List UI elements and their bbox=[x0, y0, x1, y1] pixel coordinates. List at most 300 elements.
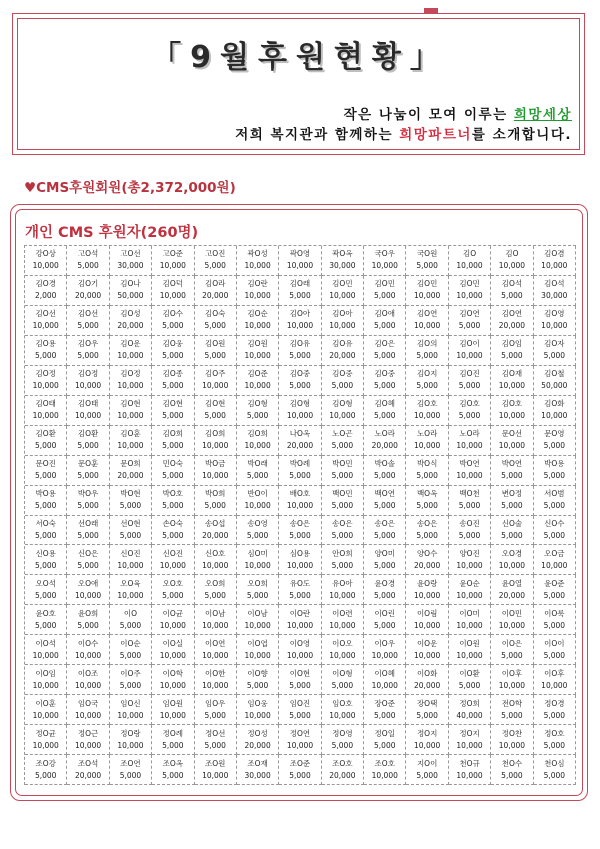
donor-name: 문O훈 bbox=[77, 459, 99, 469]
donor-cell bbox=[364, 396, 406, 426]
donor-cell bbox=[364, 635, 406, 665]
donor-cell bbox=[364, 665, 406, 695]
donor-amount: 10,000 bbox=[456, 560, 483, 570]
donor-name: 윤O랑 bbox=[416, 578, 438, 588]
donor-amount: 5,000 bbox=[374, 590, 396, 600]
donor-cell bbox=[449, 516, 491, 546]
donor-amount: 10,000 bbox=[329, 321, 356, 331]
donor-name: 이O학 bbox=[162, 668, 184, 678]
donor-amount: 20,000 bbox=[74, 770, 102, 780]
donor-cell bbox=[67, 635, 109, 665]
donor-cell bbox=[491, 276, 533, 306]
donor-amount: 20,000 bbox=[414, 560, 441, 570]
cms-heading-text: CMS후원회원(총2,372,000원) bbox=[36, 180, 236, 196]
donor-amount: 10,000 bbox=[498, 680, 526, 690]
donor-cell bbox=[534, 456, 576, 486]
donor-amount: 10,000 bbox=[74, 650, 102, 660]
donor-cell bbox=[491, 575, 533, 605]
donor-cell bbox=[322, 306, 364, 336]
donor-amount: 5,000 bbox=[34, 620, 57, 630]
donor-name: 김O bbox=[505, 249, 519, 259]
donor-amount: 10,000 bbox=[371, 261, 398, 271]
donor-amount: 5,000 bbox=[289, 590, 311, 600]
donor-name: 이O한 bbox=[205, 668, 226, 678]
donor-name: 조O강 bbox=[35, 758, 56, 768]
donor-cell bbox=[534, 725, 576, 755]
donor-amount: 10,000 bbox=[498, 411, 526, 421]
donor-cell bbox=[67, 605, 109, 635]
donor-amount: 10,000 bbox=[329, 620, 356, 630]
intro-line-1 bbox=[344, 103, 572, 123]
donor-amount: 5,000 bbox=[204, 351, 226, 361]
donor-amount: 40,000 bbox=[456, 710, 483, 720]
donor-name: 장O준 bbox=[374, 698, 395, 708]
donor-cell bbox=[364, 516, 406, 546]
donor-name: 조O석 bbox=[77, 758, 99, 768]
donor-cell bbox=[25, 456, 67, 486]
donor-cell bbox=[25, 755, 67, 785]
donor-amount: 20,000 bbox=[244, 740, 271, 750]
donor-amount: 5,000 bbox=[289, 471, 311, 481]
donor-name: 오O육 bbox=[120, 578, 141, 588]
donor-cell bbox=[279, 396, 321, 426]
donor-name: 김O재 bbox=[501, 369, 523, 379]
donor-amount: 5,000 bbox=[374, 501, 396, 511]
donor-name: 김O은 bbox=[374, 339, 395, 349]
donor-cell bbox=[110, 456, 152, 486]
donor-name: 이O석 bbox=[35, 638, 56, 648]
donor-amount: 5,000 bbox=[543, 710, 566, 720]
donor-cell bbox=[152, 426, 194, 456]
donor-amount: 10,000 bbox=[414, 321, 441, 331]
intro-line-1-text: 작은 나눔이 모여 이루는 bbox=[343, 107, 514, 123]
donor-name: 김O형 bbox=[247, 399, 268, 409]
donor-cell bbox=[449, 276, 491, 306]
donor-cell bbox=[406, 276, 448, 306]
donor-cell bbox=[322, 246, 364, 276]
donor-amount: 5,000 bbox=[119, 770, 142, 780]
donor-cell bbox=[25, 695, 67, 725]
donor-cell bbox=[491, 306, 533, 336]
donor-name: 문O진 bbox=[35, 459, 56, 469]
donor-name: 이O남 bbox=[247, 608, 268, 618]
donor-name: 이O bbox=[123, 608, 138, 618]
donor-name: 김O형 bbox=[332, 399, 353, 409]
donor-name: 정O지 bbox=[416, 728, 438, 738]
donor-name: 김O기 bbox=[77, 279, 99, 289]
donor-cell bbox=[534, 366, 576, 396]
donor-cell bbox=[534, 306, 576, 336]
donor-cell bbox=[406, 635, 448, 665]
donor-cell bbox=[152, 725, 194, 755]
donor-cell bbox=[406, 486, 448, 516]
donor-amount: 5,000 bbox=[458, 321, 481, 331]
donor-amount: 20,000 bbox=[74, 291, 102, 301]
donor-name: 김O중 bbox=[374, 369, 395, 379]
donor-amount: 10,000 bbox=[32, 411, 59, 421]
donor-amount: 10,000 bbox=[244, 351, 271, 361]
donor-cell bbox=[491, 635, 533, 665]
donor-name: 이O후 bbox=[544, 668, 565, 678]
donor-cell bbox=[449, 456, 491, 486]
donor-name: 이O형 bbox=[332, 668, 353, 678]
donor-name: 송O은 bbox=[374, 518, 395, 528]
donor-cell bbox=[449, 665, 491, 695]
donor-amount: 5,000 bbox=[501, 770, 523, 780]
donor-cell bbox=[152, 336, 194, 366]
donor-amount: 5,000 bbox=[501, 351, 523, 361]
donor-name: 전O학 bbox=[501, 698, 523, 708]
donor-name: 박O솔 bbox=[374, 459, 395, 469]
donor-cell bbox=[195, 306, 237, 336]
donor-name: 박O연 bbox=[459, 459, 480, 469]
donor-amount: 10,000 bbox=[286, 560, 314, 570]
donor-amount: 10,000 bbox=[414, 740, 441, 750]
donor-amount: 10,000 bbox=[117, 351, 144, 361]
donor-name: 임O진 bbox=[289, 698, 311, 708]
donor-name: 임O호 bbox=[332, 698, 353, 708]
donor-name: 손O숙 bbox=[162, 518, 184, 528]
donor-name: 심O용 bbox=[289, 548, 311, 558]
donor-name: 김O종 bbox=[162, 369, 184, 379]
donor-amount: 5,000 bbox=[289, 381, 311, 391]
donor-amount: 5,000 bbox=[34, 530, 57, 540]
donor-cell bbox=[195, 695, 237, 725]
heart-icon: ♥ bbox=[24, 180, 37, 196]
donor-cell bbox=[195, 545, 237, 575]
donor-cell bbox=[406, 545, 448, 575]
donor-amount: 5,000 bbox=[416, 710, 438, 720]
donor-amount: 5,000 bbox=[458, 381, 481, 391]
donor-amount: 30,000 bbox=[329, 261, 356, 271]
donor-cell bbox=[406, 516, 448, 546]
donor-amount: 5,000 bbox=[289, 530, 311, 540]
donor-name: 이O영 bbox=[289, 638, 311, 648]
donor-name: 강O상 bbox=[35, 249, 56, 259]
donor-cell bbox=[491, 426, 533, 456]
donor-amount: 5,000 bbox=[77, 530, 99, 540]
donor-name: 이O임 bbox=[35, 668, 56, 678]
donor-cell bbox=[152, 605, 194, 635]
donor-name: 오O애 bbox=[77, 578, 99, 588]
donor-name: 문O희 bbox=[120, 459, 141, 469]
donor-name: 김O순 bbox=[247, 309, 268, 319]
donor-cell bbox=[322, 426, 364, 456]
donor-amount: 10,000 bbox=[74, 381, 102, 391]
donor-amount: 10,000 bbox=[117, 411, 144, 421]
donor-name: 박O희 bbox=[205, 489, 226, 499]
donor-amount: 10,000 bbox=[117, 381, 144, 391]
donor-cell bbox=[406, 456, 448, 486]
donor-cell bbox=[491, 366, 533, 396]
donor-cell bbox=[449, 635, 491, 665]
donor-amount: 5,000 bbox=[204, 590, 226, 600]
donor-name: 김O용 bbox=[35, 339, 56, 349]
donor-amount: 5,000 bbox=[331, 740, 354, 750]
donor-section-title: 개인 CMS 후원자(260명) bbox=[25, 225, 199, 241]
donor-cell bbox=[237, 725, 279, 755]
donor-cell bbox=[110, 575, 152, 605]
donor-name: 오O석 bbox=[35, 578, 56, 588]
donor-name: 김O경 bbox=[35, 279, 56, 289]
donor-amount: 10,000 bbox=[32, 680, 59, 690]
donor-cell bbox=[491, 755, 533, 785]
donor-amount: 5,000 bbox=[543, 740, 566, 750]
donor-cell bbox=[110, 426, 152, 456]
donor-cell bbox=[406, 426, 448, 456]
donor-cell bbox=[491, 456, 533, 486]
donor-cell bbox=[449, 426, 491, 456]
donor-name: 정O연 bbox=[289, 728, 311, 738]
donor-name: 조O연 bbox=[120, 758, 141, 768]
donor-amount: 10,000 bbox=[202, 441, 229, 451]
donor-amount: 5,000 bbox=[34, 590, 57, 600]
donor-name: 김O현 bbox=[120, 399, 141, 409]
donor-cell bbox=[25, 635, 67, 665]
donor-name: 박O례 bbox=[289, 459, 311, 469]
donor-name: 박O연 bbox=[501, 459, 523, 469]
donor-amount: 10,000 bbox=[32, 710, 59, 720]
donor-amount: 5,000 bbox=[162, 770, 184, 780]
donor-name: 김O연 bbox=[501, 309, 523, 319]
donor-amount: 10,000 bbox=[74, 411, 102, 421]
donor-amount: 10,000 bbox=[456, 650, 483, 660]
donor-name: 김O원 bbox=[247, 339, 268, 349]
donor-name: 백O민 bbox=[332, 489, 353, 499]
donor-cell bbox=[364, 336, 406, 366]
donor-amount: 5,000 bbox=[77, 261, 99, 271]
donor-cell bbox=[364, 755, 406, 785]
donor-cell bbox=[364, 366, 406, 396]
donor-cell bbox=[237, 336, 279, 366]
donor-amount: 10,000 bbox=[286, 620, 314, 630]
donor-amount: 10,000 bbox=[498, 620, 526, 630]
donor-cell bbox=[449, 246, 491, 276]
donor-amount: 5,000 bbox=[331, 381, 354, 391]
donor-amount: 10,000 bbox=[286, 321, 314, 331]
donor-cell bbox=[152, 635, 194, 665]
donor-amount: 20,000 bbox=[202, 530, 229, 540]
donor-cell bbox=[534, 755, 576, 785]
donor-cell bbox=[406, 396, 448, 426]
donor-amount: 5,000 bbox=[162, 530, 184, 540]
donor-name: 배O호 bbox=[289, 489, 311, 499]
donor-name: 조O원 bbox=[205, 758, 226, 768]
donor-amount: 5,000 bbox=[204, 411, 226, 421]
donor-name: 이O수 bbox=[77, 638, 99, 648]
donor-amount: 5,000 bbox=[162, 590, 184, 600]
donor-amount: 5,000 bbox=[246, 530, 269, 540]
donor-amount: 5,000 bbox=[162, 740, 184, 750]
donor-amount: 10,000 bbox=[117, 710, 144, 720]
donor-cell bbox=[322, 516, 364, 546]
donor-amount: 5,000 bbox=[374, 740, 396, 750]
donor-cell bbox=[110, 545, 152, 575]
donor-name: 이O훈 bbox=[35, 698, 56, 708]
donor-name: 정O근 bbox=[77, 728, 99, 738]
donor-cell bbox=[25, 605, 67, 635]
donor-name: 이O미 bbox=[459, 608, 480, 618]
donor-name: 선O래 bbox=[77, 518, 99, 528]
donor-cell bbox=[364, 306, 406, 336]
donor-amount: 5,000 bbox=[543, 501, 566, 511]
donor-name: 김O bbox=[462, 249, 477, 259]
donor-cell bbox=[534, 486, 576, 516]
donor-name: 김O유 bbox=[332, 339, 353, 349]
donor-cell bbox=[279, 246, 321, 276]
donor-cell bbox=[152, 366, 194, 396]
donor-amount: 10,000 bbox=[456, 590, 483, 600]
donor-cell bbox=[491, 396, 533, 426]
donor-cell bbox=[406, 725, 448, 755]
donor-amount: 5,000 bbox=[543, 441, 566, 451]
donor-cell bbox=[237, 486, 279, 516]
donor-amount: 10,000 bbox=[159, 261, 186, 271]
donor-amount: 5,000 bbox=[119, 650, 142, 660]
donor-name: 천O심 bbox=[544, 758, 565, 768]
donor-amount: 10,000 bbox=[32, 650, 59, 660]
donor-name: 이O환 bbox=[459, 668, 480, 678]
donor-cell bbox=[279, 725, 321, 755]
donor-amount: 10,000 bbox=[117, 560, 144, 570]
donor-name: 김O준 bbox=[247, 369, 268, 379]
donor-cell bbox=[406, 366, 448, 396]
donor-amount: 5,000 bbox=[331, 560, 354, 570]
donor-cell bbox=[110, 396, 152, 426]
donor-cell bbox=[195, 246, 237, 276]
donor-name: 이O우 bbox=[374, 638, 395, 648]
donor-name: 김O겸 bbox=[544, 249, 565, 259]
donor-cell bbox=[279, 366, 321, 396]
donor-cell bbox=[152, 755, 194, 785]
donor-amount: 10,000 bbox=[456, 351, 483, 361]
donor-amount: 5,000 bbox=[119, 501, 142, 511]
donor-amount: 10,000 bbox=[414, 620, 441, 630]
donor-cell bbox=[195, 336, 237, 366]
donor-amount: 5,000 bbox=[374, 710, 396, 720]
donor-name: 정O일 bbox=[374, 728, 395, 738]
donor-name: 박O민 bbox=[332, 459, 353, 469]
donor-name: 윤O호 bbox=[35, 608, 56, 618]
donor-amount: 20,000 bbox=[286, 441, 314, 451]
donor-cell bbox=[534, 605, 576, 635]
donor-amount: 20,000 bbox=[498, 590, 526, 600]
donor-amount: 10,000 bbox=[159, 710, 186, 720]
donor-name: 정O희 bbox=[459, 698, 480, 708]
donor-name: 송O은 bbox=[416, 518, 438, 528]
donor-amount: 10,000 bbox=[74, 740, 102, 750]
donor-amount: 5,000 bbox=[34, 770, 57, 780]
donor-amount: 5,000 bbox=[543, 620, 566, 630]
intro-line-2 bbox=[235, 123, 572, 143]
donor-name: 조O호 bbox=[374, 758, 395, 768]
donor-amount: 5,000 bbox=[416, 471, 438, 481]
donor-name: 임O원 bbox=[162, 698, 184, 708]
donor-cell bbox=[110, 635, 152, 665]
donor-amount: 10,000 bbox=[244, 620, 271, 630]
donor-cell bbox=[322, 366, 364, 396]
donor-name: 곽O옥 bbox=[332, 249, 353, 259]
donor-name: 천O수 bbox=[501, 758, 523, 768]
donor-name: 김O임 bbox=[501, 339, 523, 349]
donor-name: 조O옥 bbox=[162, 758, 184, 768]
donor-name: 김O희 bbox=[162, 429, 184, 439]
donor-name: 이O균 bbox=[162, 608, 184, 618]
donor-name: 윤O열 bbox=[501, 578, 523, 588]
donor-amount: 10,000 bbox=[202, 680, 229, 690]
donor-name: 김O환 bbox=[77, 429, 99, 439]
donor-amount: 5,000 bbox=[458, 501, 481, 511]
donor-name: 이O이 bbox=[544, 638, 565, 648]
donor-amount: 10,000 bbox=[202, 770, 229, 780]
donor-name: 정O경 bbox=[544, 698, 565, 708]
donor-name: 지O이 bbox=[416, 758, 438, 768]
donor-amount: 10,000 bbox=[498, 381, 526, 391]
intro-line-2-text: 저희 복지관과 함께하는 bbox=[235, 127, 400, 143]
donor-name: 김O수 bbox=[162, 309, 184, 319]
donor-amount: 10,000 bbox=[541, 680, 568, 690]
donor-name: 김O희 bbox=[247, 429, 268, 439]
donor-name: 신O호 bbox=[205, 548, 226, 558]
donor-name: 오O금 bbox=[544, 548, 565, 558]
donor-name: 김O민 bbox=[332, 279, 353, 289]
donor-cell bbox=[67, 246, 109, 276]
donor-amount: 10,000 bbox=[329, 650, 356, 660]
donor-name: 오O경 bbox=[501, 548, 523, 558]
donor-name: 김O석 bbox=[501, 279, 523, 289]
donor-amount: 5,000 bbox=[458, 411, 481, 421]
donor-cell bbox=[152, 276, 194, 306]
donor-cell bbox=[406, 306, 448, 336]
donor-amount: 10,000 bbox=[541, 321, 568, 331]
donor-cell bbox=[25, 396, 67, 426]
donor-amount: 5,000 bbox=[119, 530, 142, 540]
donor-cell bbox=[195, 396, 237, 426]
donor-name: 서O범 bbox=[544, 489, 565, 499]
donor-cell bbox=[534, 695, 576, 725]
donor-cell bbox=[110, 725, 152, 755]
donor-name: 이O실 bbox=[162, 638, 184, 648]
donor-cell bbox=[322, 665, 364, 695]
donor-amount: 5,000 bbox=[162, 471, 184, 481]
donor-cell bbox=[67, 695, 109, 725]
donor-amount: 10,000 bbox=[456, 770, 483, 780]
donor-name: 김O호 bbox=[416, 399, 438, 409]
donor-cell bbox=[491, 605, 533, 635]
donor-name: 박O호 bbox=[162, 489, 184, 499]
donor-name: 김O철 bbox=[544, 369, 565, 379]
donor-cell bbox=[67, 755, 109, 785]
donor-cell bbox=[534, 575, 576, 605]
donor-amount: 50,000 bbox=[541, 381, 568, 391]
donor-amount: 10,000 bbox=[117, 441, 144, 451]
donor-amount: 10,000 bbox=[456, 291, 483, 301]
donor-amount: 10,000 bbox=[159, 680, 186, 690]
donor-amount: 10,000 bbox=[244, 321, 271, 331]
donor-amount: 5,000 bbox=[416, 261, 438, 271]
donor-name: 김O아 bbox=[332, 309, 353, 319]
donor-amount: 5,000 bbox=[77, 501, 99, 511]
donor-name: 김O훈 bbox=[120, 429, 141, 439]
donor-amount: 10,000 bbox=[159, 291, 186, 301]
donor-cell bbox=[237, 516, 279, 546]
donor-amount: 5,000 bbox=[416, 770, 438, 780]
donor-name: 곽O성 bbox=[247, 249, 268, 259]
intro-line-2-suffix: 를 소개합니다. bbox=[471, 127, 572, 143]
donor-name: 김O지 bbox=[416, 369, 438, 379]
donor-cell bbox=[406, 695, 448, 725]
donor-amount: 10,000 bbox=[117, 740, 144, 750]
